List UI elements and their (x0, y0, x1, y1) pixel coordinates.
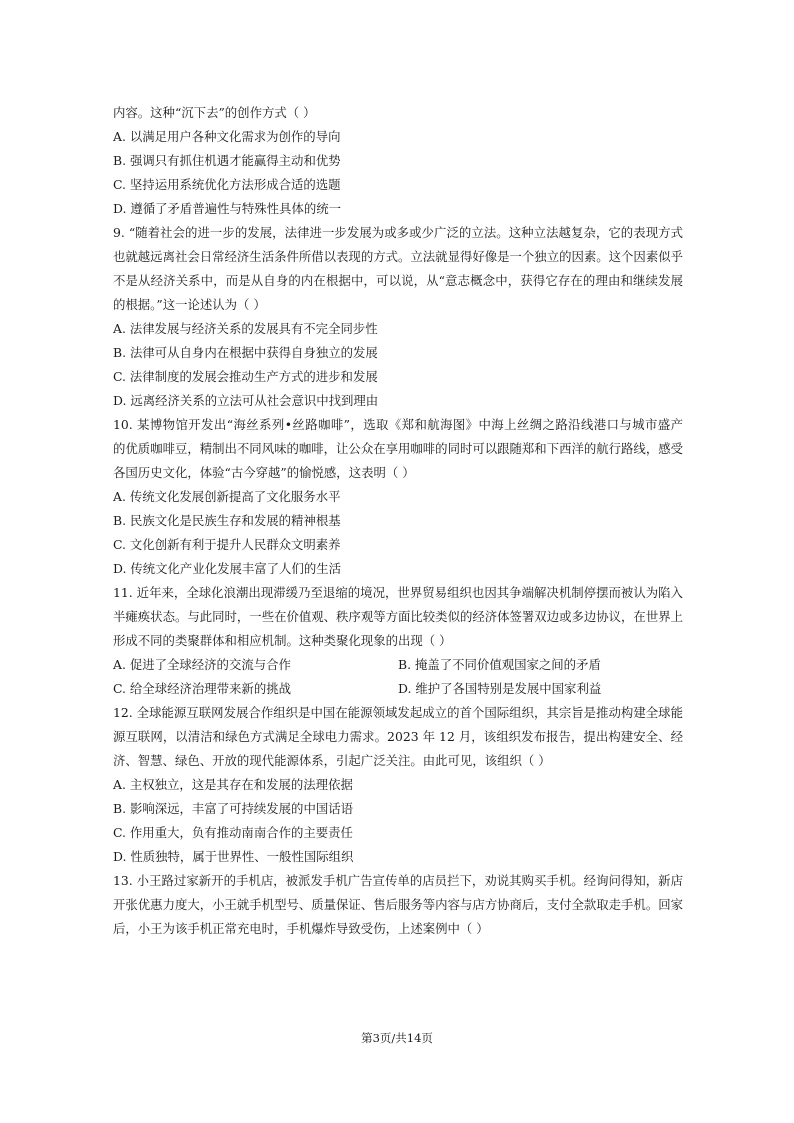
question-stem-line: 13. 小王路过家新开的手机店，被派发手机广告宣传单的店员拦下，劝说其购买手机。经询问得知，新店 (113, 873, 683, 888)
options-row (113, 677, 683, 701)
question-stem-line: 各国历史文化，体验“古今穿越”的愉悦感，这表明（ ） (113, 465, 415, 480)
option-d: D. 性质独特，属于世界性、一般性国际组织 (113, 849, 354, 864)
question-11 (113, 581, 683, 701)
options-row (113, 653, 683, 677)
question-10 (113, 413, 683, 581)
option-c: C. 文化创新有利于提升人民群众文明素养 (113, 537, 341, 552)
question-13 (113, 869, 683, 941)
question-stem-line: 11. 近年来，全球化浪潮出现滞缓乃至退缩的境况，世界贸易组织也因其争端解决机制停摆而被认为陷入 (113, 585, 683, 600)
option-c: C. 坚持运用系统优化方法形成合适的选题 (113, 177, 341, 192)
option-c: C. 法律制度的发展会推动生产方式的进步和发展 (113, 369, 378, 384)
page-content (113, 101, 683, 941)
question-stem: 内容。这种“沉下去”的创作方式（ ） (113, 105, 316, 120)
question-stem-line: 形成不同的类聚群体和相应机制。这种类聚化现象的出现（ ） (113, 633, 452, 648)
option-b: B. 法律可从自身内在根据中获得自身独立的发展 (113, 345, 378, 360)
option-c: C. 给全球经济治理带来新的挑战 (113, 681, 291, 696)
question-12 (113, 701, 683, 869)
option-d: D. 传统文化产业化发展丰富了人们的生活 (113, 561, 342, 576)
option-b: B. 民族文化是民族生存和发展的精神根基 (113, 513, 341, 528)
option-b: B. 强调只有抓住机遇才能赢得主动和优势 (113, 153, 341, 168)
question-stem-line: 9. “随着社会的进一步的发展，法律进一步发展为或多或少广泛的立法。这种立法越复杂，它的表现方式 (113, 225, 683, 240)
question-stem-line: 半瘫痪状态。与此同时，一些在价值观、秩序观等方面比较类似的经济体签署双边或多边协议，在世界上 (113, 609, 683, 624)
question-stem-line: 也就越远离社会日常经济生活条件所借以表现的方式。立法就显得好像是一个独立的因素。这个因素似乎 (113, 249, 683, 264)
option-d: D. 遵循了矛盾普遍性与特殊性具体的统一 (113, 201, 342, 216)
option-b: B. 影响深远，丰富了可持续发展的中国话语 (113, 801, 354, 816)
question-stem-line: 开张优惠力度大，小王就手机型号、质量保证、售后服务等内容与店方协商后，支付全款取走手机。回家 (113, 897, 683, 912)
option-a: A. 主权独立，这是其存在和发展的法理依据 (113, 777, 353, 792)
question-stem-line: 10. 某博物馆开发出“海丝系列•丝路咖啡”，选取《郑和航海图》中海上丝绸之路沿线港口与城市盛产 (113, 417, 683, 432)
question-8-tail (113, 101, 683, 221)
question-stem-line: 的优质咖啡豆，精制出不同风味的咖啡，让公众在享用咖啡的同时可以跟随郑和下西洋的航行路线，感受 (113, 441, 683, 456)
option-a: A. 以满足用户各种文化需求为创作的导向 (113, 129, 341, 144)
question-stem-line: 的根据。”这一论述认为（ ） (113, 297, 266, 312)
page-number: 第3页/共14页 (361, 1031, 433, 1045)
option-d: D. 远离经济关系的立法可从社会意识中找到理由 (113, 393, 379, 408)
option-a: A. 法律发展与经济关系的发展具有不完全同步性 (113, 321, 378, 336)
option-c: C. 作用重大，负有推动南南合作的主要责任 (113, 825, 353, 840)
question-9 (113, 221, 683, 413)
option-d: D. 维护了各国特别是发展中国家利益 (398, 681, 602, 696)
question-stem-line: 后，小王为该手机正常充电时，手机爆炸导致受伤，上述案例中（ ） (113, 921, 489, 936)
question-stem-line: 源互联网，以清洁和绿色方式满足全球电力需求。2023 年 12 月，该组织发布报告，提出构建安全、经 (113, 729, 683, 744)
option-b: B. 掩盖了不同价值观国家之间的矛盾 (398, 657, 601, 672)
question-stem-line: 12. 全球能源互联网发展合作组织是中国在能源领域发起成立的首个国际组织，其宗旨是推动构建全球能 (113, 705, 683, 720)
question-stem-line: 不是从经济关系中，而是从自身的内在根据中，可以说，从“意志概念中，获得它存在的理由和继续发展 (113, 273, 683, 288)
option-a: A. 传统文化发展创新提高了文化服务水平 (113, 489, 341, 504)
option-a: A. 促进了全球经济的交流与合作 (113, 657, 291, 672)
question-stem-line: 济、智慧、绿色、开放的现代能源体系，引起广泛关注。由此可见，该组织（ ） (113, 753, 551, 768)
